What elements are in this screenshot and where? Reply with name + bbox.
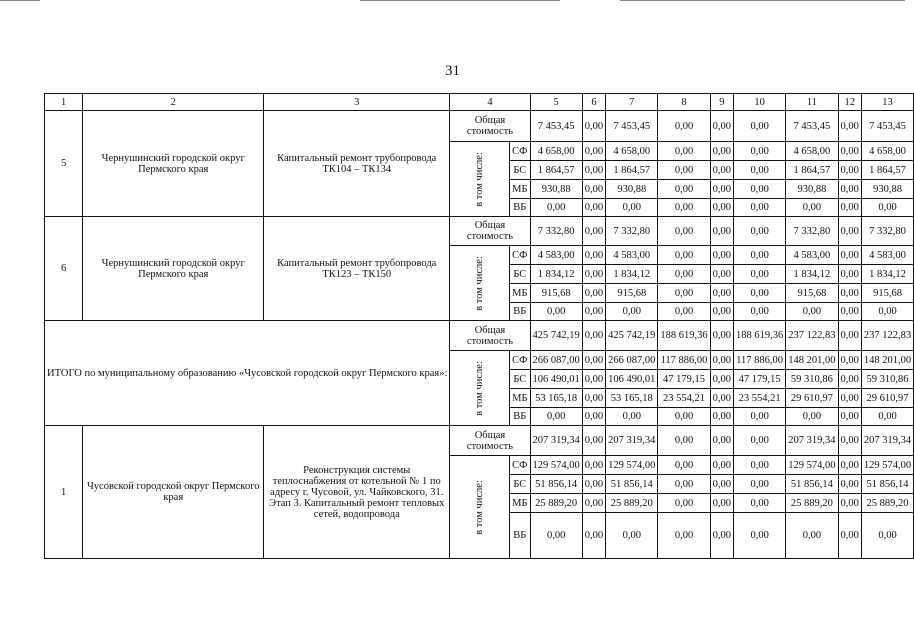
- value-cell: 0,00: [658, 426, 710, 456]
- value-cell: 1 834,12: [786, 265, 838, 284]
- in-total-label: в том числе:: [474, 151, 486, 207]
- source-label: БС: [510, 475, 530, 494]
- value-cell: 4 658,00: [861, 142, 913, 161]
- in-total-label: в том числе:: [474, 255, 486, 311]
- value-cell: 0,00: [606, 199, 658, 217]
- value-cell: 207 319,34: [606, 426, 658, 456]
- scan-edge-line: [620, 0, 905, 1]
- value-cell: 0,00: [658, 513, 710, 559]
- value-cell: 0,00: [710, 321, 733, 351]
- value-cell: 0,00: [838, 513, 861, 559]
- value-cell: 0,00: [734, 513, 786, 559]
- in-total-cell: [450, 142, 510, 217]
- source-label: СФ: [510, 142, 530, 161]
- source-label: БС: [510, 161, 530, 180]
- total-cost-label: Общая стоимость: [450, 111, 530, 142]
- value-cell: 0,00: [786, 199, 838, 217]
- value-cell: 0,00: [658, 142, 710, 161]
- value-cell: 0,00: [658, 456, 710, 475]
- value-cell: 0,00: [734, 408, 786, 426]
- value-cell: 425 742,19: [606, 321, 658, 351]
- value-cell: 0,00: [838, 142, 861, 161]
- value-cell: 106 490,01: [606, 370, 658, 389]
- value-cell: 1 864,57: [786, 161, 838, 180]
- value-cell: 188 619,36: [658, 321, 710, 351]
- value-cell: 0,00: [710, 265, 733, 284]
- value-cell: 0,00: [582, 426, 605, 456]
- value-cell: 0,00: [530, 408, 582, 426]
- value-cell: 0,00: [582, 321, 605, 351]
- value-cell: 0,00: [838, 475, 861, 494]
- column-header: 6: [582, 94, 605, 111]
- value-cell: 53 165,18: [530, 389, 582, 408]
- object-cell: Капитальный ремонт трубопровода ТК104 – ТК134: [264, 111, 450, 217]
- column-header: 2: [83, 94, 264, 111]
- value-cell: 0,00: [734, 494, 786, 513]
- value-cell: 930,88: [861, 180, 913, 199]
- row-number: 5: [45, 111, 83, 217]
- value-cell: 915,68: [530, 284, 582, 303]
- value-cell: 1 864,57: [530, 161, 582, 180]
- value-cell: 0,00: [710, 475, 733, 494]
- value-cell: 0,00: [734, 265, 786, 284]
- value-cell: 0,00: [838, 284, 861, 303]
- value-cell: 1 834,12: [861, 265, 913, 284]
- object-cell: Капитальный ремонт трубопровода ТК123 – ТК150: [264, 217, 450, 321]
- value-cell: 188 619,36: [734, 321, 786, 351]
- value-cell: 0,00: [582, 265, 605, 284]
- value-cell: 7 453,45: [606, 111, 658, 142]
- column-header: 7: [606, 94, 658, 111]
- value-cell: 7 453,45: [861, 111, 913, 142]
- source-label: МБ: [510, 180, 530, 199]
- value-cell: 207 319,34: [530, 426, 582, 456]
- value-cell: 25 889,20: [606, 494, 658, 513]
- municipality-cell: Чернушинский городской округ Пермского края: [83, 111, 264, 217]
- value-cell: 0,00: [582, 111, 605, 142]
- value-cell: 117 886,00: [734, 351, 786, 370]
- value-cell: 0,00: [658, 408, 710, 426]
- value-cell: 0,00: [838, 494, 861, 513]
- source-label: БС: [510, 370, 530, 389]
- value-cell: 0,00: [582, 161, 605, 180]
- value-cell: 0,00: [582, 217, 605, 246]
- value-cell: 29 610,97: [786, 389, 838, 408]
- value-cell: 1 864,57: [861, 161, 913, 180]
- value-cell: 0,00: [734, 142, 786, 161]
- value-cell: 0,00: [710, 513, 733, 559]
- value-cell: 4 583,00: [606, 246, 658, 265]
- column-header: 12: [838, 94, 861, 111]
- value-cell: 0,00: [710, 303, 733, 321]
- value-cell: 207 319,34: [861, 426, 913, 456]
- value-cell: 117 886,00: [658, 351, 710, 370]
- value-cell: 0,00: [710, 246, 733, 265]
- value-cell: 0,00: [838, 161, 861, 180]
- total-cost-label: Общая стоимость: [450, 217, 530, 246]
- value-cell: 0,00: [658, 303, 710, 321]
- value-cell: 4 658,00: [530, 142, 582, 161]
- value-cell: 0,00: [710, 351, 733, 370]
- value-cell: 0,00: [710, 217, 733, 246]
- value-cell: 0,00: [838, 199, 861, 217]
- value-cell: 0,00: [530, 199, 582, 217]
- value-cell: 0,00: [734, 217, 786, 246]
- source-label: МБ: [510, 284, 530, 303]
- value-cell: 0,00: [786, 408, 838, 426]
- column-header: 3: [264, 94, 450, 111]
- value-cell: 0,00: [606, 303, 658, 321]
- value-cell: 47 179,15: [658, 370, 710, 389]
- value-cell: 0,00: [734, 111, 786, 142]
- value-cell: 53 165,18: [606, 389, 658, 408]
- value-cell: 0,00: [658, 246, 710, 265]
- value-cell: 148 201,00: [861, 351, 913, 370]
- scan-edge-line: [0, 0, 40, 1]
- value-cell: 59 310,86: [786, 370, 838, 389]
- value-cell: 0,00: [582, 456, 605, 475]
- total-cost-label: Общая стоимость: [450, 321, 530, 351]
- value-cell: 1 834,12: [606, 265, 658, 284]
- value-cell: 7 332,80: [861, 217, 913, 246]
- in-total-label: в том числе:: [474, 360, 486, 416]
- value-cell: 425 742,19: [530, 321, 582, 351]
- value-cell: 0,00: [734, 246, 786, 265]
- value-cell: 0,00: [710, 161, 733, 180]
- value-cell: 930,88: [786, 180, 838, 199]
- table-row: [45, 321, 914, 351]
- value-cell: 0,00: [838, 389, 861, 408]
- value-cell: 129 574,00: [530, 456, 582, 475]
- page-number: 31: [445, 63, 460, 79]
- value-cell: 0,00: [582, 180, 605, 199]
- source-label: СФ: [510, 456, 530, 475]
- value-cell: 0,00: [710, 199, 733, 217]
- value-cell: 148 201,00: [786, 351, 838, 370]
- value-cell: 1 834,12: [530, 265, 582, 284]
- value-cell: 0,00: [710, 180, 733, 199]
- value-cell: 59 310,86: [861, 370, 913, 389]
- value-cell: 25 889,20: [530, 494, 582, 513]
- value-cell: 0,00: [861, 199, 913, 217]
- value-cell: 7 453,45: [786, 111, 838, 142]
- value-cell: 25 889,20: [786, 494, 838, 513]
- value-cell: 0,00: [582, 513, 605, 559]
- value-cell: 0,00: [582, 284, 605, 303]
- value-cell: 4 583,00: [530, 246, 582, 265]
- value-cell: 237 122,83: [861, 321, 913, 351]
- value-cell: 7 332,80: [606, 217, 658, 246]
- value-cell: 0,00: [734, 303, 786, 321]
- value-cell: 915,68: [786, 284, 838, 303]
- value-cell: 0,00: [786, 303, 838, 321]
- value-cell: 0,00: [658, 217, 710, 246]
- value-cell: 0,00: [582, 246, 605, 265]
- value-cell: 0,00: [786, 513, 838, 559]
- source-label: СФ: [510, 246, 530, 265]
- value-cell: 0,00: [838, 370, 861, 389]
- value-cell: 129 574,00: [606, 456, 658, 475]
- value-cell: 930,88: [606, 180, 658, 199]
- value-cell: 207 319,34: [786, 426, 838, 456]
- value-cell: 930,88: [530, 180, 582, 199]
- value-cell: 0,00: [606, 408, 658, 426]
- value-cell: 23 554,21: [658, 389, 710, 408]
- value-cell: 0,00: [582, 370, 605, 389]
- source-label: БС: [510, 265, 530, 284]
- value-cell: 0,00: [838, 217, 861, 246]
- value-cell: 0,00: [861, 408, 913, 426]
- value-cell: 0,00: [530, 513, 582, 559]
- value-cell: 0,00: [734, 199, 786, 217]
- value-cell: 0,00: [838, 111, 861, 142]
- value-cell: 0,00: [710, 142, 733, 161]
- value-cell: 0,00: [734, 180, 786, 199]
- value-cell: 4 583,00: [786, 246, 838, 265]
- value-cell: 0,00: [658, 199, 710, 217]
- value-cell: 25 889,20: [861, 494, 913, 513]
- value-cell: 129 574,00: [861, 456, 913, 475]
- in-total-label: в том числе:: [474, 479, 486, 535]
- value-cell: 51 856,14: [606, 475, 658, 494]
- table-row: [45, 111, 914, 142]
- column-header: 11: [786, 94, 838, 111]
- column-header: 13: [861, 94, 913, 111]
- value-cell: 7 332,80: [530, 217, 582, 246]
- value-cell: 0,00: [838, 408, 861, 426]
- row-number: 1: [45, 426, 83, 559]
- value-cell: 0,00: [838, 351, 861, 370]
- table-row: [45, 426, 914, 456]
- value-cell: 915,68: [861, 284, 913, 303]
- total-cost-label: Общая стоимость: [450, 426, 530, 456]
- value-cell: 915,68: [606, 284, 658, 303]
- value-cell: 29 610,97: [861, 389, 913, 408]
- value-cell: 47 179,15: [734, 370, 786, 389]
- source-label: МБ: [510, 389, 530, 408]
- value-cell: 0,00: [658, 265, 710, 284]
- total-label: ИТОГО по муниципальному образованию «Чусовской городской округ Пермского края»:: [45, 321, 450, 426]
- value-cell: 0,00: [658, 161, 710, 180]
- value-cell: 266 087,00: [606, 351, 658, 370]
- municipality-cell: Чусовской городской округ Пермского края: [83, 426, 264, 559]
- municipality-cell: Чернушинский городской округ Пермского края: [83, 217, 264, 321]
- scan-edge-line: [360, 0, 560, 1]
- value-cell: 129 574,00: [786, 456, 838, 475]
- value-cell: 0,00: [530, 303, 582, 321]
- value-cell: 237 122,83: [786, 321, 838, 351]
- value-cell: 0,00: [838, 265, 861, 284]
- value-cell: 0,00: [658, 111, 710, 142]
- value-cell: 0,00: [861, 513, 913, 559]
- value-cell: 0,00: [582, 389, 605, 408]
- column-header: 5: [530, 94, 582, 111]
- value-cell: 0,00: [838, 426, 861, 456]
- value-cell: 0,00: [734, 426, 786, 456]
- value-cell: 0,00: [582, 475, 605, 494]
- value-cell: 51 856,14: [786, 475, 838, 494]
- value-cell: 4 658,00: [786, 142, 838, 161]
- value-cell: 0,00: [658, 494, 710, 513]
- value-cell: 0,00: [658, 284, 710, 303]
- source-label: СФ: [510, 351, 530, 370]
- source-label: ВБ: [510, 199, 530, 217]
- column-header: 9: [710, 94, 733, 111]
- value-cell: 0,00: [734, 475, 786, 494]
- object-cell: Реконструкция системы теплоснабжения от котельной № 1 по адресу г. Чусовой, ул. Чайковского, 31. Этап 3. Капитальный ремонт тепловых сетей, водопровода: [264, 426, 450, 559]
- value-cell: 51 856,14: [530, 475, 582, 494]
- source-label: ВБ: [510, 513, 530, 559]
- value-cell: 266 087,00: [530, 351, 582, 370]
- in-total-cell: [450, 456, 510, 559]
- budget-table: [44, 93, 914, 559]
- value-cell: 0,00: [606, 513, 658, 559]
- value-cell: 0,00: [838, 456, 861, 475]
- source-label: МБ: [510, 494, 530, 513]
- value-cell: 0,00: [838, 303, 861, 321]
- value-cell: 0,00: [838, 180, 861, 199]
- value-cell: 0,00: [582, 303, 605, 321]
- value-cell: 4 583,00: [861, 246, 913, 265]
- value-cell: 0,00: [658, 180, 710, 199]
- column-header: 8: [658, 94, 710, 111]
- value-cell: 7 453,45: [530, 111, 582, 142]
- value-cell: 0,00: [582, 408, 605, 426]
- value-cell: 0,00: [861, 303, 913, 321]
- value-cell: 0,00: [582, 494, 605, 513]
- in-total-cell: [450, 246, 510, 321]
- value-cell: 0,00: [710, 494, 733, 513]
- value-cell: 0,00: [710, 408, 733, 426]
- table-row: [45, 217, 914, 246]
- value-cell: 0,00: [734, 284, 786, 303]
- value-cell: 0,00: [582, 351, 605, 370]
- value-cell: 4 658,00: [606, 142, 658, 161]
- value-cell: 0,00: [582, 142, 605, 161]
- value-cell: 51 856,14: [861, 475, 913, 494]
- value-cell: 0,00: [838, 321, 861, 351]
- value-cell: 0,00: [710, 111, 733, 142]
- value-cell: 23 554,21: [734, 389, 786, 408]
- value-cell: 7 332,80: [786, 217, 838, 246]
- value-cell: 0,00: [710, 426, 733, 456]
- value-cell: 106 490,01: [530, 370, 582, 389]
- in-total-cell: [450, 351, 510, 426]
- column-header: 4: [450, 94, 530, 111]
- value-cell: 0,00: [734, 161, 786, 180]
- value-cell: 0,00: [658, 475, 710, 494]
- source-label: ВБ: [510, 408, 530, 426]
- value-cell: 1 864,57: [606, 161, 658, 180]
- value-cell: 0,00: [710, 370, 733, 389]
- row-number: 6: [45, 217, 83, 321]
- value-cell: 0,00: [710, 284, 733, 303]
- header-row: [45, 94, 914, 111]
- column-header: 10: [734, 94, 786, 111]
- column-header: 1: [45, 94, 83, 111]
- value-cell: 0,00: [710, 389, 733, 408]
- value-cell: 0,00: [838, 246, 861, 265]
- value-cell: 0,00: [582, 199, 605, 217]
- value-cell: 0,00: [734, 456, 786, 475]
- value-cell: 0,00: [710, 456, 733, 475]
- source-label: ВБ: [510, 303, 530, 321]
